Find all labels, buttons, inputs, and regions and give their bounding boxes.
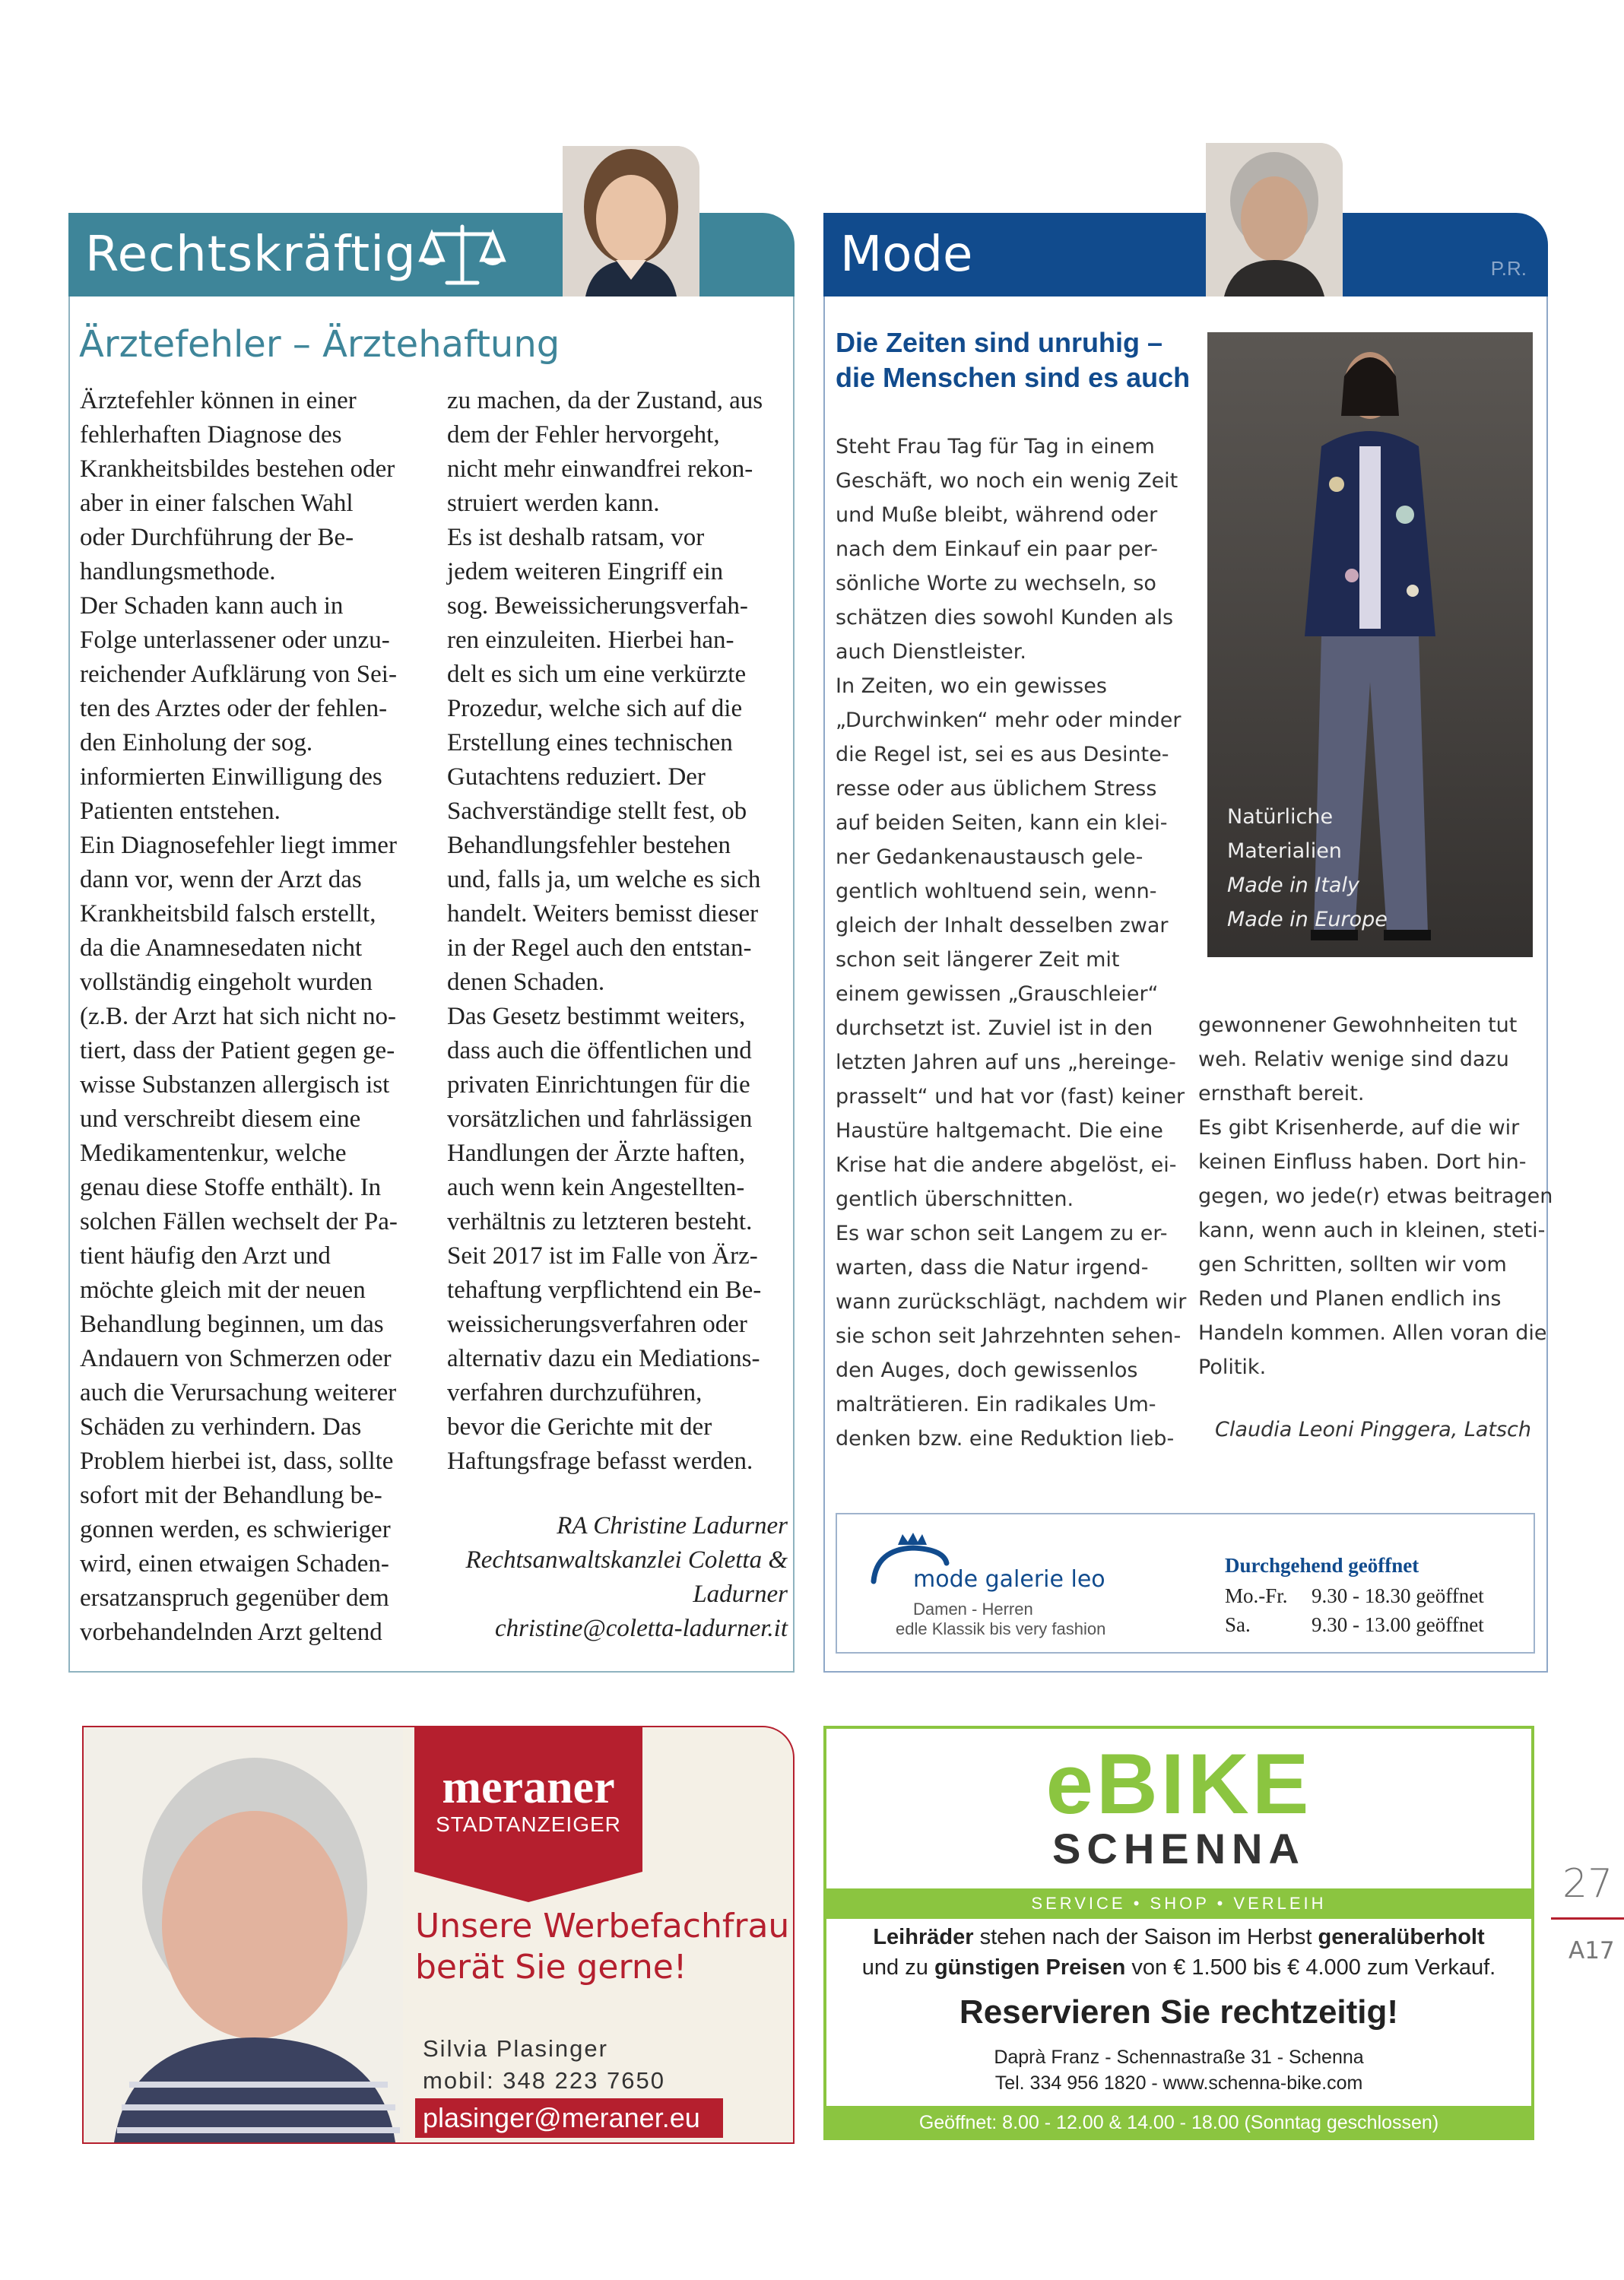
text-line: gonnen werden, es schwieriger [80,1516,391,1543]
bold-text: günstigen Preisen [934,1955,1126,1980]
text-line: Erstellung eines technischen [447,729,733,756]
text: von € 1.500 bis € 4.000 zum Verkauf. [1125,1955,1496,1980]
text-line: schätzen dies sowohl Kunden als [836,606,1174,629]
article-column-2 [447,384,763,1479]
text-line: delt es sich um eine verkürzte [447,661,747,688]
article-column-1 [80,384,398,1650]
text-line: Seit 2017 ist im Falle von Ärz- [447,1242,758,1270]
ad-logo: mode galerie leo [913,1566,1105,1593]
text-line: Behandlungsfehler bestehen [447,832,731,859]
text-line: möchte gleich mit der neuen [80,1276,366,1304]
text-line: reichender Aufklärung von Sei- [80,661,397,688]
text-line: da die Anamnesedaten nicht [80,934,363,962]
text-line: Es war schon seit Langem zu er- [836,1222,1168,1245]
article-headline [836,325,1190,395]
text-line: Behandlung beginnen, um das [80,1311,384,1338]
contact-email[interactable]: plasinger@meraner.eu [415,2098,723,2138]
text-line: den Auges, doch gewissenlos [836,1359,1138,1382]
text-line: In Zeiten, wo ein gewisses [836,674,1107,698]
text-line: wisse Substanzen allergisch ist [80,1071,390,1099]
text-line: und, falls ja, um welche es sich [447,866,761,893]
text-line: malträtieren. Ein radikales Um- [836,1393,1156,1416]
text-line: kann, wenn auch in kleinen, steti- [1198,1219,1546,1242]
article-column-2 [1198,1008,1553,1384]
logo-text: eBIKE [1045,1736,1312,1831]
text-line: in der Regel auch den entstan- [447,934,752,962]
opening-hours-title: Durchgehend geöffnet [1225,1554,1419,1577]
text-line: ner Gedankenaustausch gele- [836,845,1143,869]
text-line: auf beiden Seiten, kann ein klei- [836,811,1168,835]
text-line: wird, einen etwaigen Schaden- [80,1550,389,1578]
text-line: Haftungsfrage befasst werden. [447,1448,753,1475]
text-line: weissicherungsverfahren oder [447,1311,747,1338]
text-line: dem der Fehler hervorgeht, [447,421,720,449]
text-line: zu machen, da der Zustand, aus [447,387,763,414]
page-number-rule [1551,1917,1624,1920]
text-line: dass auch die öffentlichen und [447,1037,752,1064]
text-line: Steht Frau Tag für Tag in einem [836,435,1155,458]
author-portrait [1206,143,1343,296]
text-line: verhältnis zu letzteren besteht. [447,1208,753,1235]
text-line: tient häufig den Arzt und [80,1242,331,1270]
text-line: und verschreibt diesem eine [80,1105,361,1133]
logo-subtext: STADTANZEIGER [436,1812,621,1836]
text-line: auch wenn kein Angestellten- [447,1174,745,1201]
ebike-schenna-ad[interactable] [823,1726,1534,2140]
logo-subtext: SCHENNA [1052,1825,1305,1873]
headline-line: die Menschen sind es auch [836,362,1191,393]
text-line: struiert werden kann. [447,490,660,517]
text-line: letzten Jahren auf uns „hereinge- [836,1051,1176,1074]
text-line: sie schon seit Jahrzehnten sehen- [836,1324,1182,1348]
ebike-logo [826,1736,1531,1873]
text-line: resse oder aus üblichem Stress [836,777,1157,801]
text-line: (z.B. der Arzt hat sich nicht no- [80,1003,397,1030]
caption-line: Materialien [1227,839,1342,863]
advertorial-badge: P.R. [1490,257,1527,280]
text-line: vorbehandelnden Arzt geltend [80,1619,382,1646]
text-line: tiert, dass der Patient gegen ge- [80,1037,395,1064]
text-line: sog. Beweissicherungsverfah- [447,592,748,620]
text-line: vorsätzlichen und fahrlässigen [447,1105,753,1133]
article-column-1 [836,430,1186,1456]
text-line: einem gewissen „Grauschleier“ [836,982,1159,1006]
person-photo [84,1727,403,2142]
section-title: Rechtskräftig [85,227,417,283]
section-header-mode [823,213,1548,296]
text-line: sofort mit der Behandlung be- [80,1482,382,1509]
ad-headline: Unsere Werbefachfrau [415,1907,790,1945]
caption-line: Made in Europe [1227,908,1388,931]
text-line: gen Schritten, sollten wir vom [1198,1253,1507,1276]
text-line: Folge unterlassener oder unzu- [80,626,390,654]
text-line: dann vor, wenn der Arzt das [80,866,362,893]
text-line: sönliche Worte zu wechseln, so [836,572,1156,595]
service-bar: SERVICE • SHOP • VERLEIH [826,1888,1531,1919]
text-line: informierten Einwilligung des [80,763,382,791]
text-line: Haustüre haltgemacht. Die eine [836,1119,1163,1143]
address: Daprà Franz - Schennastraße 31 - Schenna [994,2047,1364,2068]
ad-headline: berät Sie gerne! [415,1948,687,1987]
ad-tagline: edle Klassik bis very fashion [896,1619,1106,1638]
meraner-logo-banner [414,1727,642,1872]
text-line: gentlich wohltuend sein, wenn- [836,880,1157,903]
logo-text: meraner [442,1762,615,1813]
text-line: Ärztefehler können in einer [80,387,357,414]
text-line: Andauern von Schmerzen oder [80,1345,392,1372]
page-code: A17 [1568,1937,1615,1964]
text-line: privaten Einrichtungen für die [447,1071,750,1099]
text-line: handlungsmethode. [80,558,276,585]
text-line: wann zurückschlägt, nachdem wir [836,1290,1187,1314]
text-line: den Einholung der sog. [80,729,313,756]
ad-tagline: Damen - Herren [913,1600,1033,1619]
text-line: jedem weiteren Eingriff ein [447,558,724,585]
text-line: Sachverständige stellt fest, ob [447,798,747,825]
text-line: Handeln kommen. Allen voran die [1198,1321,1547,1345]
section-title: Mode [840,227,973,283]
article-signature [466,1509,788,1646]
text-line: Schäden zu verhindern. Das [80,1413,362,1441]
article-author: Claudia Leoni Pinggera, Latsch [1215,1418,1531,1441]
signature-line: Ladurner [693,1581,788,1608]
text-line: Reden und Planen endlich ins [1198,1287,1502,1311]
text-line: weh. Relativ wenige sind dazu [1198,1048,1509,1071]
bold-text: generalüberholt [1318,1925,1485,1949]
text-line: denken bzw. eine Reduktion lieb- [836,1427,1175,1451]
caption-line: Natürliche [1227,805,1334,829]
hours-day: Mo.-Fr. [1225,1584,1288,1607]
ad-text-line [826,1955,1531,1980]
text-line: nach dem Einkauf ein paar per- [836,537,1158,561]
text-line: auch die Verursachung weiterer [80,1379,397,1406]
text-line: auch Dienstleister. [836,640,1026,664]
text-line: „Durchwinken“ mehr oder minder [836,709,1182,732]
text: und zu [861,1955,934,1980]
text-line: solchen Fällen wechselt der Pa- [80,1208,398,1235]
caption-line: Made in Italy [1227,874,1359,897]
text-line: prasselt“ und hat vor (fast) keiner [836,1085,1185,1108]
ad-text-line [826,1925,1531,1950]
page-number: 27 [1562,1861,1613,1907]
signature-line: RA Christine Ladurner [557,1512,788,1540]
headline-line: Die Zeiten sind unruhig – [836,327,1163,358]
article-subtitle: Ärztefehler – Ärztehaftung [79,323,560,366]
hours-day: Sa. [1225,1613,1251,1636]
text-line: gentlich überschnitten. [836,1188,1074,1211]
text-line: denen Schaden. [447,969,605,996]
text-line: Geschäft, wo noch ein wenig Zeit [836,469,1178,493]
text-line: keinen Einfluss haben. Dort hin- [1198,1150,1527,1174]
photo-caption [1227,800,1388,937]
text-line: Politik. [1198,1356,1267,1379]
meraner-stadtanzeiger-ad[interactable] [82,1726,795,2144]
bold-text: Leihräder [873,1925,974,1949]
text-line: oder Durchführung der Be- [80,524,354,551]
mode-galerie-leo-ad[interactable] [836,1513,1535,1654]
text-line: tehaftung verpflichtend ein Be- [447,1276,762,1304]
text-line: Krankheitsbildes bestehen oder [80,455,395,483]
text-line: Der Schaden kann auch in [80,592,344,620]
text-line: Ein Diagnosefehler liegt immer [80,832,397,859]
text-line: bevor die Gerichte mit der [447,1413,712,1441]
contact-name: Silvia Plasinger [423,2035,608,2062]
text-line: gewonnener Gewohnheiten tut [1198,1013,1518,1037]
text-line: handelt. Weiters bemisst dieser [447,900,759,928]
text-line: Patienten entstehen. [80,798,281,825]
text-line: Krankheitsbild falsch erstellt, [80,900,376,928]
text-line: Gutachtens reduziert. Der [447,763,706,791]
hours-time: 9.30 - 13.00 geöffnet [1312,1613,1484,1636]
text-line: genau diese Stoffe enthält). In [80,1174,382,1201]
text-line: ersatzanspruch gegenüber dem [80,1584,389,1612]
text-line: ren einzuleiten. Hierbei han- [447,626,734,654]
text-line: ten des Arztes oder der fehlen- [80,695,388,722]
text-line: schon seit längerer Zeit mit [836,948,1120,972]
signature-line: Rechtsanwaltskanzlei Coletta & [465,1546,788,1574]
text-line: Problem hierbei ist, dass, sollte [80,1448,394,1475]
call-to-action: Reservieren Sie rechtzeitig! [959,1993,1399,2031]
text-line: fehlerhaften Diagnose des [80,421,342,449]
opening-hours-bar: Geöffnet: 8.00 - 12.00 & 14.00 - 18.00 (Sonntag geschlossen) [826,2106,1531,2140]
text-line: Handlungen der Ärzte haften, [447,1140,746,1167]
text-line: durchsetzt ist. Zuviel ist in den [836,1016,1153,1040]
text-line: gegen, wo jede(r) etwas beitragen [1198,1184,1553,1208]
text-line: verfahren durchzuführen, [447,1379,703,1406]
hours-time: 9.30 - 18.30 geöffnet [1312,1584,1484,1607]
text-line: warten, dass die Natur irgend- [836,1256,1149,1280]
text-line: Medikamentenkur, welche [80,1140,347,1167]
text-line: nicht mehr einwandfrei rekon- [447,455,753,483]
signature-email: christine@coletta-ladurner.it [494,1615,788,1642]
contact[interactable]: Tel. 334 956 1820 - www.schenna-bike.com [994,2072,1363,2094]
text-line: Prozedur, welche sich auf die [447,695,743,722]
text-line: ernsthaft bereit. [1198,1082,1365,1105]
text-line: Das Gesetz bestimmt weiters, [447,1003,746,1030]
text: stehen nach der Saison im Herbst [973,1925,1318,1949]
text-line: Es gibt Krisenherde, auf die wir [1198,1116,1520,1140]
text-line: aber in einer falschen Wahl [80,490,354,517]
text-line: Krise hat die andere abgelöst, ei- [836,1153,1177,1177]
text-line: Es ist deshalb ratsam, vor [447,524,705,551]
text-line: alternativ dazu ein Mediations- [447,1345,760,1372]
contact-phone: mobil: 348 223 7650 [423,2067,665,2094]
text-line: gleich der Inhalt desselben zwar [836,914,1169,937]
text-line: und Muße bleibt, während oder [836,503,1158,527]
text-line: die Regel ist, sei es aus Desinte- [836,743,1169,766]
text-line: vollständig eingeholt wurden [80,969,373,996]
author-portrait [563,146,699,296]
scales-icon [417,220,508,289]
